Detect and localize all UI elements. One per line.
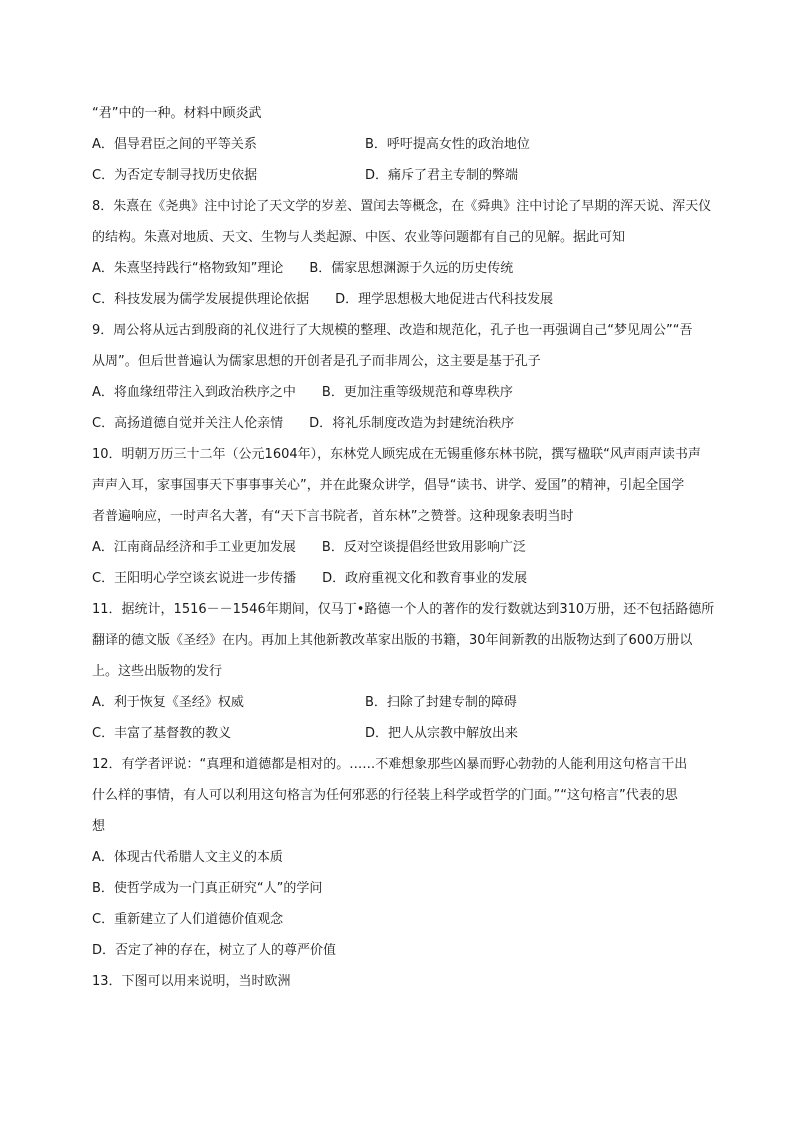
question-7 (92, 98, 712, 191)
question-9-stem-line-2: 从周”。但后世普遍认为儒家思想的开创者是孔子而非周公，这主要是基于孔子 (92, 354, 541, 369)
question-11-option-c[interactable]: C．丰富了基督教的教义 (92, 726, 232, 741)
question-10-option-b[interactable]: B．反对空谈提倡经世致用影响广泛 (321, 540, 526, 555)
question-12-option-c[interactable]: C．重新建立了人们道德价值观念 (92, 912, 284, 927)
question-10-options-row-1 (92, 532, 712, 563)
question-11-stem-line-2: 翻译的德文版《圣经》在内。再加上其他新教改革家出版的书籍，30年间新教的出版物达到了600万册以 (92, 633, 693, 648)
question-8-option-d[interactable]: D．理学思想极大地促进古代科技发展 (335, 292, 554, 307)
question-12-option-b[interactable]: B．使哲学成为一门真正研究“人”的学问 (92, 881, 323, 896)
question-8-options-row-2 (92, 284, 712, 315)
question-8-stem-line-1: 8．朱熹在《尧典》注中讨论了天文学的岁差、置闰去等概念，在《舜典》注中讨论了早期的浑天说、浑天仪 (92, 199, 712, 214)
question-9-stem-line-1: 9．周公将从远古到殷商的礼仪进行了大规模的整理、改造和规范化，孔子也一再强调自己“梦见周公”“吾 (92, 323, 693, 338)
question-13-stem-line-1: 13．下图可以用来说明，当时欧洲 (92, 974, 291, 989)
question-11-stem-line-3: 上。这些出版物的发行 (92, 664, 223, 679)
question-7-stem-tail: “君”中的一种。材料中顾炎武 (92, 106, 262, 121)
question-12-option-d[interactable]: D．否定了神的存在，树立了人的尊严价值 (92, 943, 337, 958)
question-7-option-a[interactable]: A．倡导君臣之间的平等关系 (92, 137, 257, 152)
question-9-option-d[interactable]: D．将礼乐制度改造为封建统治秩序 (309, 416, 515, 431)
question-10-options-row-2 (92, 563, 712, 594)
question-13 (92, 966, 712, 997)
exam-page (92, 98, 715, 997)
question-9-options-row-1 (92, 377, 712, 408)
question-8 (92, 191, 712, 315)
question-10 (92, 439, 712, 594)
question-11-option-b[interactable]: B．扫除了封建专制的障碍 (365, 695, 517, 710)
question-12-option-a[interactable]: A．体现古代希腊人文主义的本质 (92, 850, 283, 865)
question-11-stem-line-1: 11．据统计，1516－－1546年期间，仅马丁•路德一个人的著作的发行数就达到310万册，还不包括路德所 (92, 602, 715, 617)
question-12-stem-line-1: 12．有学者评说：“真理和道德都是相对的。……不难想象那些凶暴而野心勃勃的人能利用这句格言干出 (92, 757, 688, 772)
question-10-stem-line-2: 声声入耳，家事国事天下事事事关心”，并在此聚众讲学，倡导“读书、讲学、爱国”的精神，引起全国学 (92, 478, 685, 493)
question-9-option-a[interactable]: A．将血缘纽带注入到政治秩序之中 (92, 385, 296, 400)
question-11-option-a[interactable]: A．利于恢复《圣经》权威 (92, 695, 244, 710)
question-12 (92, 749, 712, 966)
question-9-options-row-2 (92, 408, 712, 439)
question-10-stem-line-1: 10．明朝万历三十二年（公元1604年），东林党人顾宪成在无锡重修东林书院，撰写楹联“风声雨声读书声 (92, 447, 701, 462)
question-7-option-c[interactable]: C．为否定专制寻找历史依据 (92, 168, 258, 183)
question-8-option-a[interactable]: A．朱熹坚持践行“格物致知”理论 (92, 261, 284, 276)
question-8-stem-line-2: 的结构。朱熹对地质、天文、生物与人类起源、中医、农业等问题都有自己的见解。据此可知 (92, 230, 626, 245)
question-11-options-row-2 (92, 718, 712, 749)
question-8-option-c[interactable]: C．科技发展为儒学发展提供理论依据 (92, 292, 310, 307)
question-12-stem-line-2: 什么样的事情，有人可以利用这句格言为任何邪恶的行径装上科学或哲学的门面。”“这句格言”代表的思 (92, 788, 678, 803)
question-8-option-b[interactable]: B．儒家思想渊源于久远的历史传统 (309, 261, 514, 276)
question-10-option-c[interactable]: C．王阳明心学空谈玄说进一步传播 (92, 571, 297, 586)
question-9 (92, 315, 712, 439)
question-7-option-b[interactable]: B．呼吁提高女性的政治地位 (365, 137, 530, 152)
question-11 (92, 594, 715, 749)
question-10-option-d[interactable]: D．政府重视文化和教育事业的发展 (322, 571, 528, 586)
question-9-option-c[interactable]: C．高扬道德自觉并关注人伦亲情 (92, 416, 284, 431)
question-10-option-a[interactable]: A．江南商品经济和手工业更加发展 (92, 540, 296, 555)
question-9-option-b[interactable]: B．更加注重等级规范和尊卑秩序 (321, 385, 513, 400)
question-7-options-row-1 (92, 129, 712, 160)
question-7-option-d[interactable]: D．痛斥了君主专制的弊端 (365, 168, 519, 183)
question-7-options-row-2 (92, 160, 712, 191)
question-12-stem-line-3: 想 (92, 819, 106, 834)
question-11-options-row-1 (92, 687, 712, 718)
question-8-options-row-1 (92, 253, 712, 284)
question-11-option-d[interactable]: D．把人从宗教中解放出来 (365, 726, 519, 741)
question-10-stem-line-3: 者普遍响应，一时声名大著，有“天下言书院者，首东林”之赞誉。这种现象表明当时 (92, 509, 574, 524)
